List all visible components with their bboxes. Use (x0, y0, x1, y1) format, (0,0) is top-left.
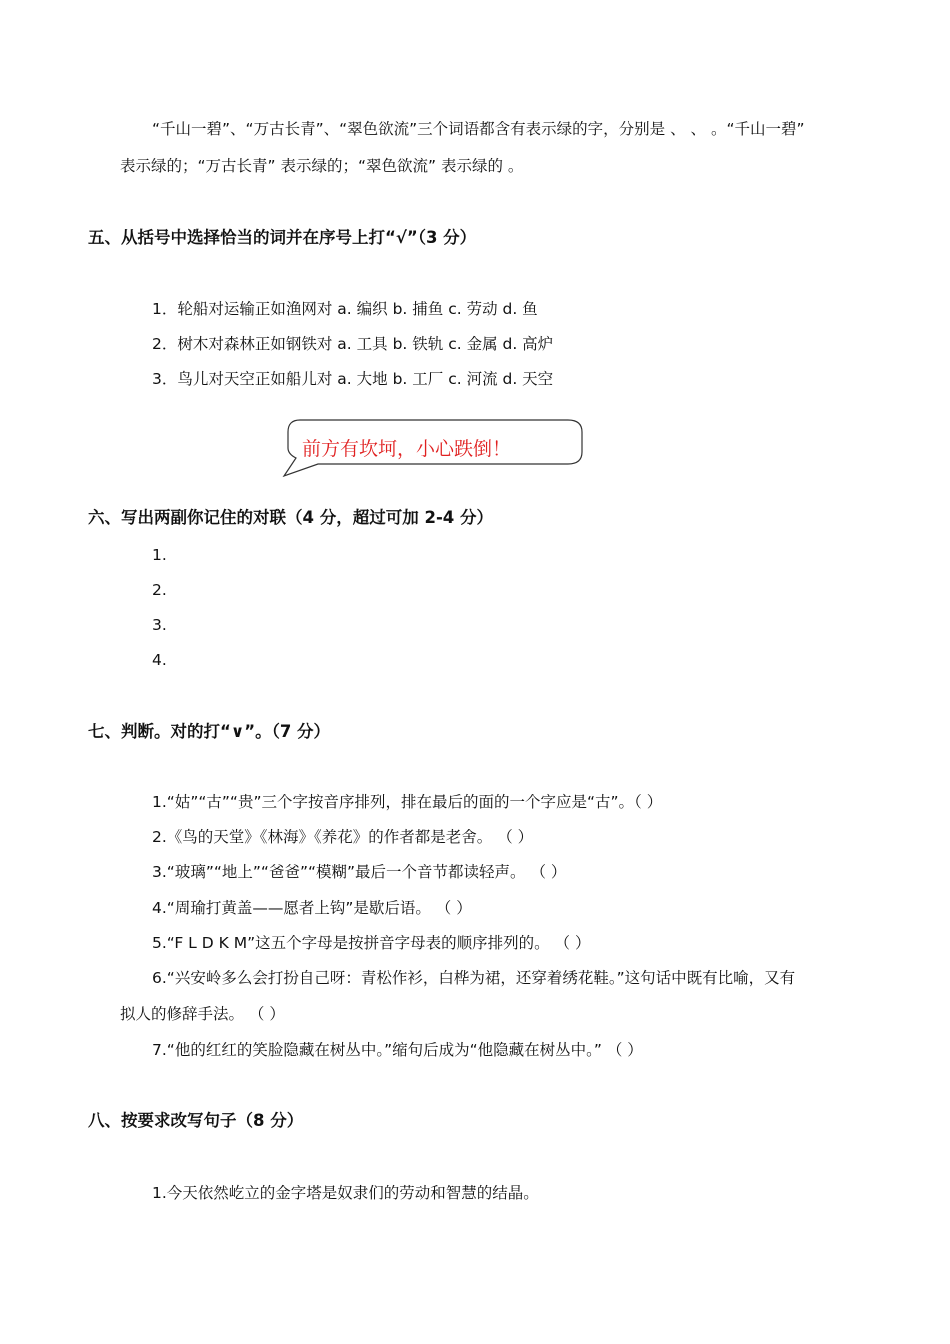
section-7-item-5: 5.“F L D K M”这五个字母是按拼音字母表的顺序排列的。 （ ） (152, 934, 591, 952)
section-6-item-1: 1. (152, 546, 167, 564)
section-5-item-3: 3．鸟儿对天空正如船儿对 a. 大地 b. 工厂 c. 河流 d. 天空 (152, 370, 554, 388)
section-8-heading: 八、按要求改写句子（8 分） (88, 1111, 304, 1130)
section-8-item-1: 1.今天依然屹立的金字塔是奴隶们的劳动和智慧的结晶。 (152, 1184, 539, 1202)
section-7-item-6: 6.“兴安岭多么会打扮自己呀：青松作衫，白桦为裙，还穿着绣花鞋。”这句话中既有比喻，又有 (152, 969, 796, 987)
section-7-item-4: 4.“周瑜打黄盖——愿者上钩”是歇后语。 （ ） (152, 899, 472, 917)
speech-bubble-callout (278, 418, 584, 480)
section-6-item-4: 4. (152, 651, 167, 669)
intro-line-1: “千山一碧”、“万古长青”、“翠色欲流”三个词语都含有表示绿的字，分别是 、 、 。“千山一碧” (152, 120, 805, 138)
section-6-heading: 六、写出两副你记住的对联（4 分，超过可加 2-4 分） (88, 508, 494, 527)
intro-line-2: 表示绿的；“万古长青” 表示绿的；“翠色欲流” 表示绿的 。 (120, 157, 524, 175)
section-5-item-1: 1．轮船对运输正如渔网对 a. 编织 b. 捕鱼 c. 劳动 d. 鱼 (152, 300, 538, 318)
callout-text: 前方有坎坷，小心跌倒！ (302, 438, 512, 460)
section-7-heading: 七、判断。对的打“∨”。（7 分） (88, 722, 331, 741)
section-6-item-2: 2. (152, 581, 167, 599)
section-7-item-1: 1.“姑”“古”“贵”三个字按音序排列，排在最后的面的一个字应是“古”。（ ） (152, 793, 663, 811)
section-6-item-3: 3. (152, 616, 167, 634)
section-5-heading: 五、从括号中选择恰当的词并在序号上打“√”（3 分） (88, 228, 477, 247)
section-7-item-7: 7.“他的红红的笑脸隐藏在树丛中。”缩句后成为“他隐藏在树丛中。” （ ） (152, 1041, 643, 1059)
section-7-item-2: 2.《鸟的天堂》《林海》《养花》的作者都是老舍。 （ ） (152, 828, 534, 846)
section-5-item-2: 2．树木对森林正如钢铁对 a. 工具 b. 铁轨 c. 金属 d. 高炉 (152, 335, 554, 353)
section-7-item-6-cont: 拟人的修辞手法。 （ ） (120, 1005, 285, 1023)
section-7-item-3: 3.“玻璃”“地上”“爸爸”“模糊”最后一个音节都读轻声。 （ ） (152, 863, 567, 881)
